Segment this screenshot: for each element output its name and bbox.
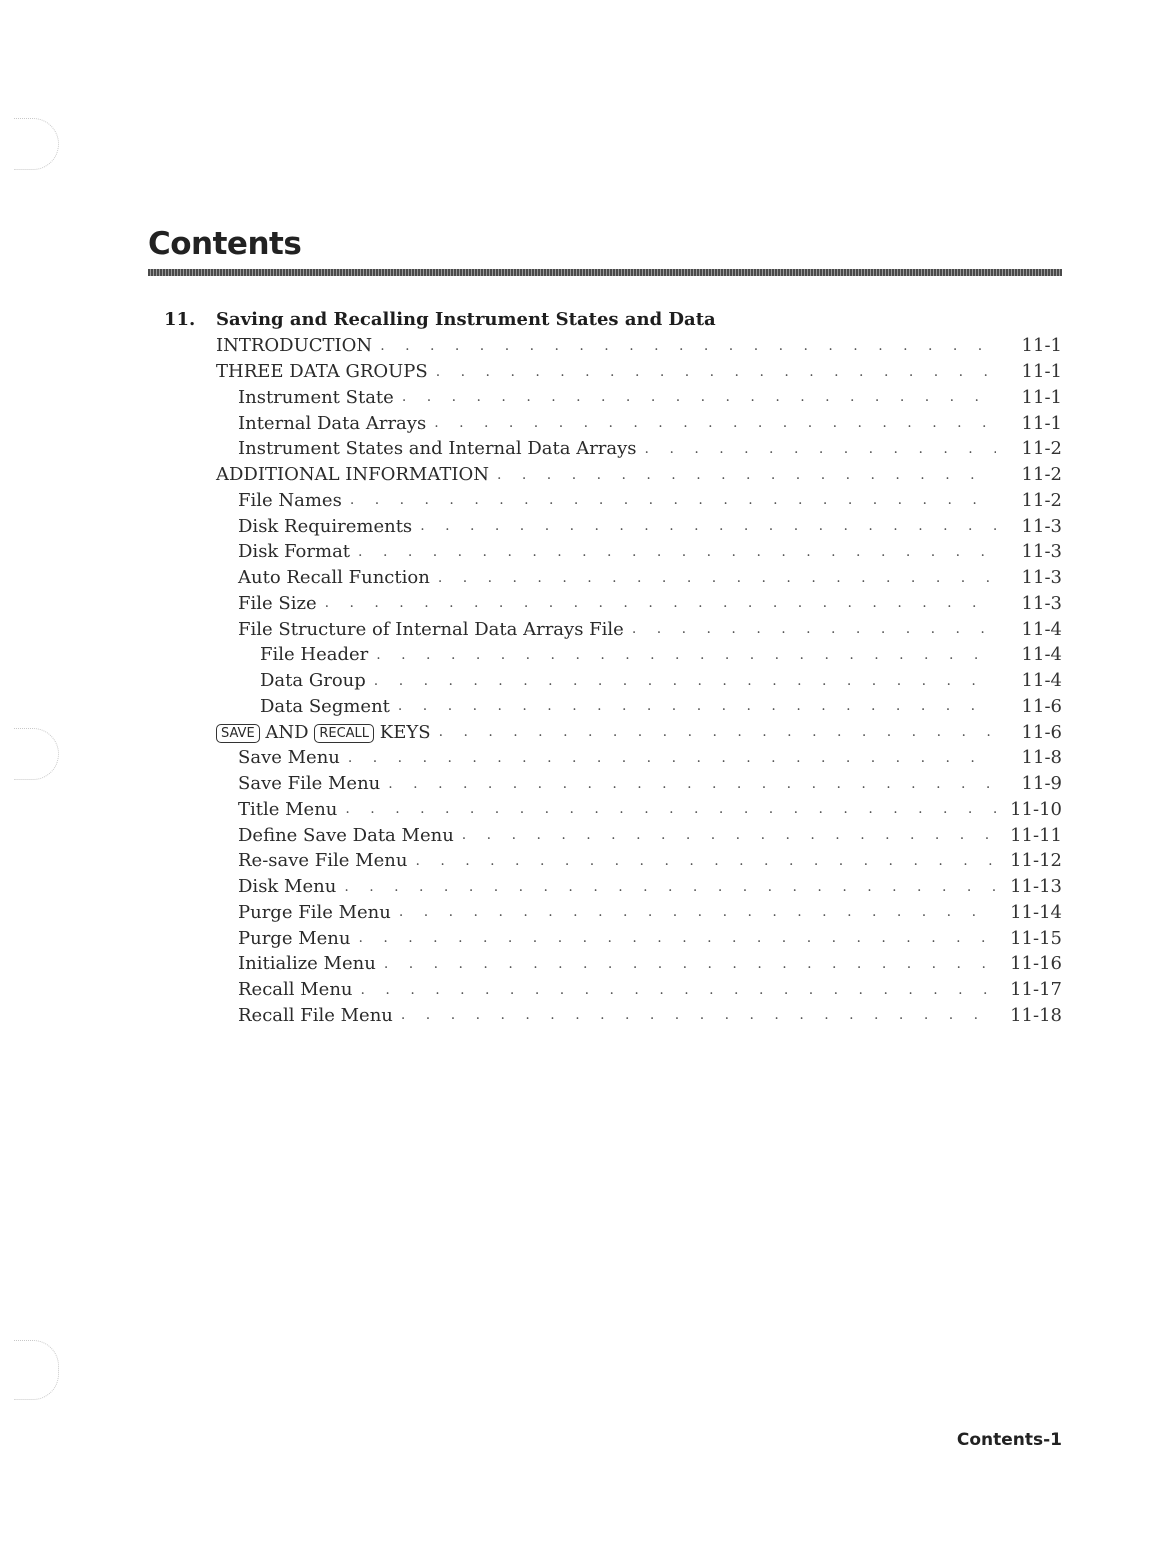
toc-entry[interactable] [216,462,1062,488]
chapter-title: Saving and Recalling Instrument States and Data [216,309,716,330]
toc-entry-label: ADDITIONAL INFORMATION [216,464,489,486]
toc-entry-page: 11-4 [1021,670,1062,692]
recall-key-icon: RECALL [314,724,374,743]
toc-entry-label: Re-save File Menu [238,850,408,872]
toc-entry[interactable] [216,385,1062,411]
toc-entry[interactable] [216,822,1062,848]
toc-entry-label: Disk Menu [238,876,337,898]
dot-leader [358,544,996,560]
toc-entry-page: 11-1 [1021,412,1062,434]
toc-entry[interactable] [216,745,1062,771]
toc-entry-page: 11-9 [1021,773,1062,795]
toc-entry-page: 11-3 [1021,541,1062,563]
dot-leader [415,853,996,869]
toc-entry-label: Data Segment [260,695,390,717]
toc-entry-label: Data Group [260,670,366,692]
toc-entry-label: File Names [238,489,342,511]
toc-entry[interactable] [216,797,1062,823]
toc-entry-label: Define Save Data Menu [238,824,454,846]
toc-entry-label: File Size [238,592,317,614]
dot-leader [645,441,996,457]
dot-leader [462,827,996,843]
toc-entry[interactable] [216,1003,1062,1029]
toc-entry-page: 11-3 [1021,567,1062,589]
toc-entry-label: Disk Format [238,541,351,563]
toc-entry-page: 11-4 [1021,644,1062,666]
toc-entry-page: 11-6 [1021,695,1062,717]
toc-entry-page: 11-14 [1010,901,1062,923]
toc-entry-page: 11-2 [1021,438,1062,460]
toc-entry[interactable] [216,436,1062,462]
toc-entry-label: File Structure of Internal Data Arrays File [238,618,624,640]
toc-entry[interactable] [216,977,1062,1003]
toc-entry[interactable] [216,488,1062,514]
toc-entry[interactable] [216,539,1062,565]
toc-entry-label: File Header [260,644,369,666]
toc-entry[interactable] [216,642,1062,668]
toc-entry-page: 11-10 [1010,798,1062,820]
toc-entry-label: THREE DATA GROUPS [216,361,428,383]
toc-entry-label: Instrument State [238,386,394,408]
dot-leader [358,930,996,946]
toc-entry[interactable] [216,565,1062,591]
chapter-title-line [164,309,716,330]
dot-leader [434,415,996,431]
save-key-icon: SAVE [216,724,260,743]
toc-entry[interactable] [216,359,1062,385]
punch-hole-top [14,118,59,170]
toc-entry-page: 11-17 [1010,979,1062,1001]
toc-entry-page: 11-8 [1021,747,1062,769]
toc-entry-page: 11-2 [1021,489,1062,511]
dot-leader [348,750,996,766]
toc-entry-page: 11-6 [1021,721,1062,743]
toc-entry-page: 11-1 [1021,386,1062,408]
toc-entry-page: 11-2 [1021,464,1062,486]
toc-entry-page: 11-18 [1010,1004,1062,1026]
toc-entry[interactable] [216,668,1062,694]
dot-leader [380,338,996,354]
toc-list [216,333,1062,1028]
toc-entry[interactable] [216,874,1062,900]
dot-leader [344,879,996,895]
dot-leader [439,724,996,740]
toc-entry-label: Title Menu [238,798,338,820]
toc-entry-label: INTRODUCTION [216,335,373,357]
dot-leader [345,801,996,817]
page-heading: Contents [148,226,302,262]
toc-entry[interactable] [216,694,1062,720]
keys-word: KEYS [379,721,431,743]
toc-entry-label: Disk Requirements [238,515,413,537]
toc-entry-label: Recall Menu [238,979,353,1001]
dot-leader [398,698,996,714]
punch-hole-bottom [14,1340,59,1400]
toc-entry[interactable] [216,333,1062,359]
toc-entry[interactable] [216,410,1062,436]
dot-leader [438,570,996,586]
toc-entry-page: 11-3 [1021,515,1062,537]
toc-entry-label: Instrument States and Internal Data Arrays [238,438,637,460]
dot-leader [325,595,996,611]
toc-entry-label [216,722,431,743]
toc-entry-label: Recall File Menu [238,1004,393,1026]
toc-entry[interactable] [216,616,1062,642]
toc-entry-label: Purge File Menu [238,901,391,923]
dot-leader [402,389,996,405]
page-footer: Contents-1 [956,1430,1062,1450]
dot-leader [632,621,996,637]
toc-entry-label: Save Menu [238,747,340,769]
toc-entry-page: 11-12 [1010,850,1062,872]
punch-hole-middle [14,728,59,780]
toc-entry[interactable] [216,513,1062,539]
dot-leader [384,956,996,972]
dot-leader [436,364,996,380]
dot-leader [420,518,996,534]
toc-entry[interactable] [216,591,1062,617]
dot-leader [361,982,996,998]
dot-leader [399,904,996,920]
toc-entry-page: 11-3 [1021,592,1062,614]
toc-entry-page: 11-11 [1010,824,1062,846]
toc-entry-page: 11-16 [1010,953,1062,975]
dot-leader [376,647,996,663]
toc-entry-label: Initialize Menu [238,953,376,975]
toc-entry-label: Auto Recall Function [238,567,430,589]
toc-entry[interactable] [216,925,1062,951]
toc-entry[interactable] [216,951,1062,977]
toc-entry-page: 11-1 [1021,361,1062,383]
toc-entry[interactable] [216,848,1062,874]
toc-entry[interactable] [216,900,1062,926]
toc-entry-page: 11-1 [1021,335,1062,357]
dot-leader [401,1007,996,1023]
toc-entry-page: 11-4 [1021,618,1062,640]
heading-rule [148,269,1062,276]
toc-entry-save-recall-keys[interactable] [216,719,1062,745]
and-word: AND [265,721,309,743]
dot-leader [350,492,996,508]
dot-leader [497,467,996,483]
toc-entry-page: 11-15 [1010,927,1062,949]
toc-entry-label: Internal Data Arrays [238,412,427,434]
dot-leader [388,776,996,792]
toc-entry-label: Purge Menu [238,927,351,949]
chapter-number: 11. [164,309,196,330]
dot-leader [374,673,996,689]
toc-entry-label: Save File Menu [238,773,381,795]
toc-entry[interactable] [216,771,1062,797]
toc-entry-page: 11-13 [1010,876,1062,898]
